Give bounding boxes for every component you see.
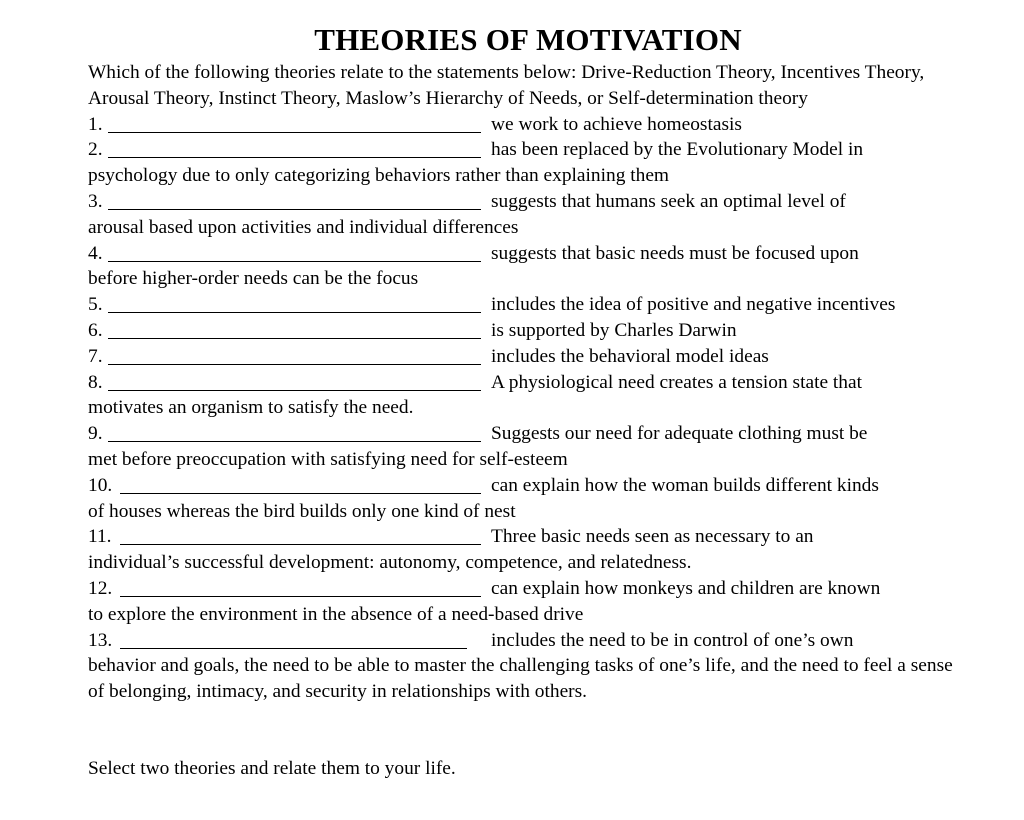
statement-continuation: met before preoccupation with satisfying need for self-esteem	[88, 448, 568, 470]
statement-continuation: of houses whereas the bird builds only one kind of nest	[88, 500, 516, 522]
statement-text: can explain how monkeys and children are known	[491, 577, 881, 599]
question-item-6	[88, 318, 968, 344]
statement-continuation: psychology due to only categorizing behaviors rather than explaining them	[88, 165, 670, 187]
question-list	[88, 112, 968, 705]
answer-blank-7[interactable]	[108, 364, 481, 365]
question-number: 6.	[88, 319, 103, 341]
statement-text: we work to achieve homeostasis	[491, 113, 742, 135]
statement-text: can explain how the woman builds different kinds	[491, 474, 879, 496]
question-item-4	[88, 241, 968, 293]
answer-blank-5[interactable]	[108, 312, 481, 313]
answer-blank-1[interactable]	[108, 132, 481, 133]
statement-continuation: individual’s successful development: autonomy, competence, and relatedness.	[88, 552, 692, 574]
question-number: 12.	[88, 577, 113, 599]
statement-continuation: before higher-order needs can be the focus	[88, 268, 419, 290]
question-number: 9.	[88, 423, 103, 445]
section-gap	[88, 705, 968, 756]
question-number: 3.	[88, 190, 103, 212]
answer-blank-13[interactable]	[120, 648, 467, 649]
question-number: 8.	[88, 371, 103, 393]
statement-text: suggests that humans seek an optimal level of	[491, 190, 846, 212]
question-item-2	[88, 137, 968, 189]
question-item-7	[88, 344, 968, 370]
question-item-11	[88, 524, 968, 576]
answer-blank-12[interactable]	[120, 596, 481, 597]
answer-blank-3[interactable]	[108, 209, 481, 210]
answer-blank-9[interactable]	[108, 441, 481, 442]
question-item-10	[88, 473, 968, 525]
statement-text: Suggests our need for adequate clothing must be	[491, 423, 868, 445]
statement-text: suggests that basic needs must be focused upon	[491, 242, 859, 264]
statement-continuation: arousal based upon activities and individual differences	[88, 216, 519, 238]
question-number: 7.	[88, 345, 103, 367]
answer-blank-10[interactable]	[120, 493, 481, 494]
answer-blank-4[interactable]	[108, 261, 481, 262]
question-number: 4.	[88, 242, 103, 264]
statement-text: includes the behavioral model ideas	[491, 345, 769, 367]
statement-text: Three basic needs seen as necessary to an	[491, 526, 814, 548]
question-number: 10.	[88, 474, 113, 496]
question-number: 5.	[88, 294, 103, 316]
question-number: 11.	[88, 526, 112, 548]
statement-continuation: motivates an organism to satisfy the need.	[88, 397, 414, 419]
question-item-9	[88, 421, 968, 473]
answer-blank-8[interactable]	[108, 390, 481, 391]
question-item-1	[88, 112, 968, 138]
statement-continuation: to explore the environment in the absence of a need-based drive	[88, 603, 584, 625]
statement-text: has been replaced by the Evolutionary Model in	[491, 139, 864, 161]
question-item-8	[88, 370, 968, 422]
answer-blank-11[interactable]	[120, 544, 481, 545]
answer-blank-6[interactable]	[108, 338, 481, 339]
statement-text: A physiological need creates a tension state that	[491, 371, 862, 393]
closing-prompt: Select two theories and relate them to your life.	[88, 757, 456, 779]
worksheet-page	[88, 22, 968, 782]
question-item-5	[88, 292, 968, 318]
statement-continuation: behavior and goals, the need to be able to master the challenging tasks of one’s life, and the need to feel a sense of belonging, intimacy, and security in relationships with others.	[88, 655, 953, 703]
question-number: 2.	[88, 139, 103, 161]
question-number: 13.	[88, 629, 113, 651]
question-item-12	[88, 576, 968, 628]
answer-blank-2[interactable]	[108, 157, 481, 158]
statement-text: includes the idea of positive and negative incentives	[491, 294, 896, 316]
question-item-13	[88, 628, 968, 705]
worksheet-title: THEORIES OF MOTIVATION	[314, 22, 742, 57]
question-number: 1.	[88, 113, 103, 135]
statement-text: includes the need to be in control of one’s own	[491, 629, 854, 651]
statement-text: is supported by Charles Darwin	[491, 319, 737, 341]
question-item-3	[88, 189, 968, 241]
instructions-text: Which of the following theories relate to the statements below: Drive-Reduction Theory, Incentives Theory, Arousal Theory, Instinct Theory, Maslow’s Hierarchy of Needs, or Self-determination theory	[88, 62, 925, 109]
